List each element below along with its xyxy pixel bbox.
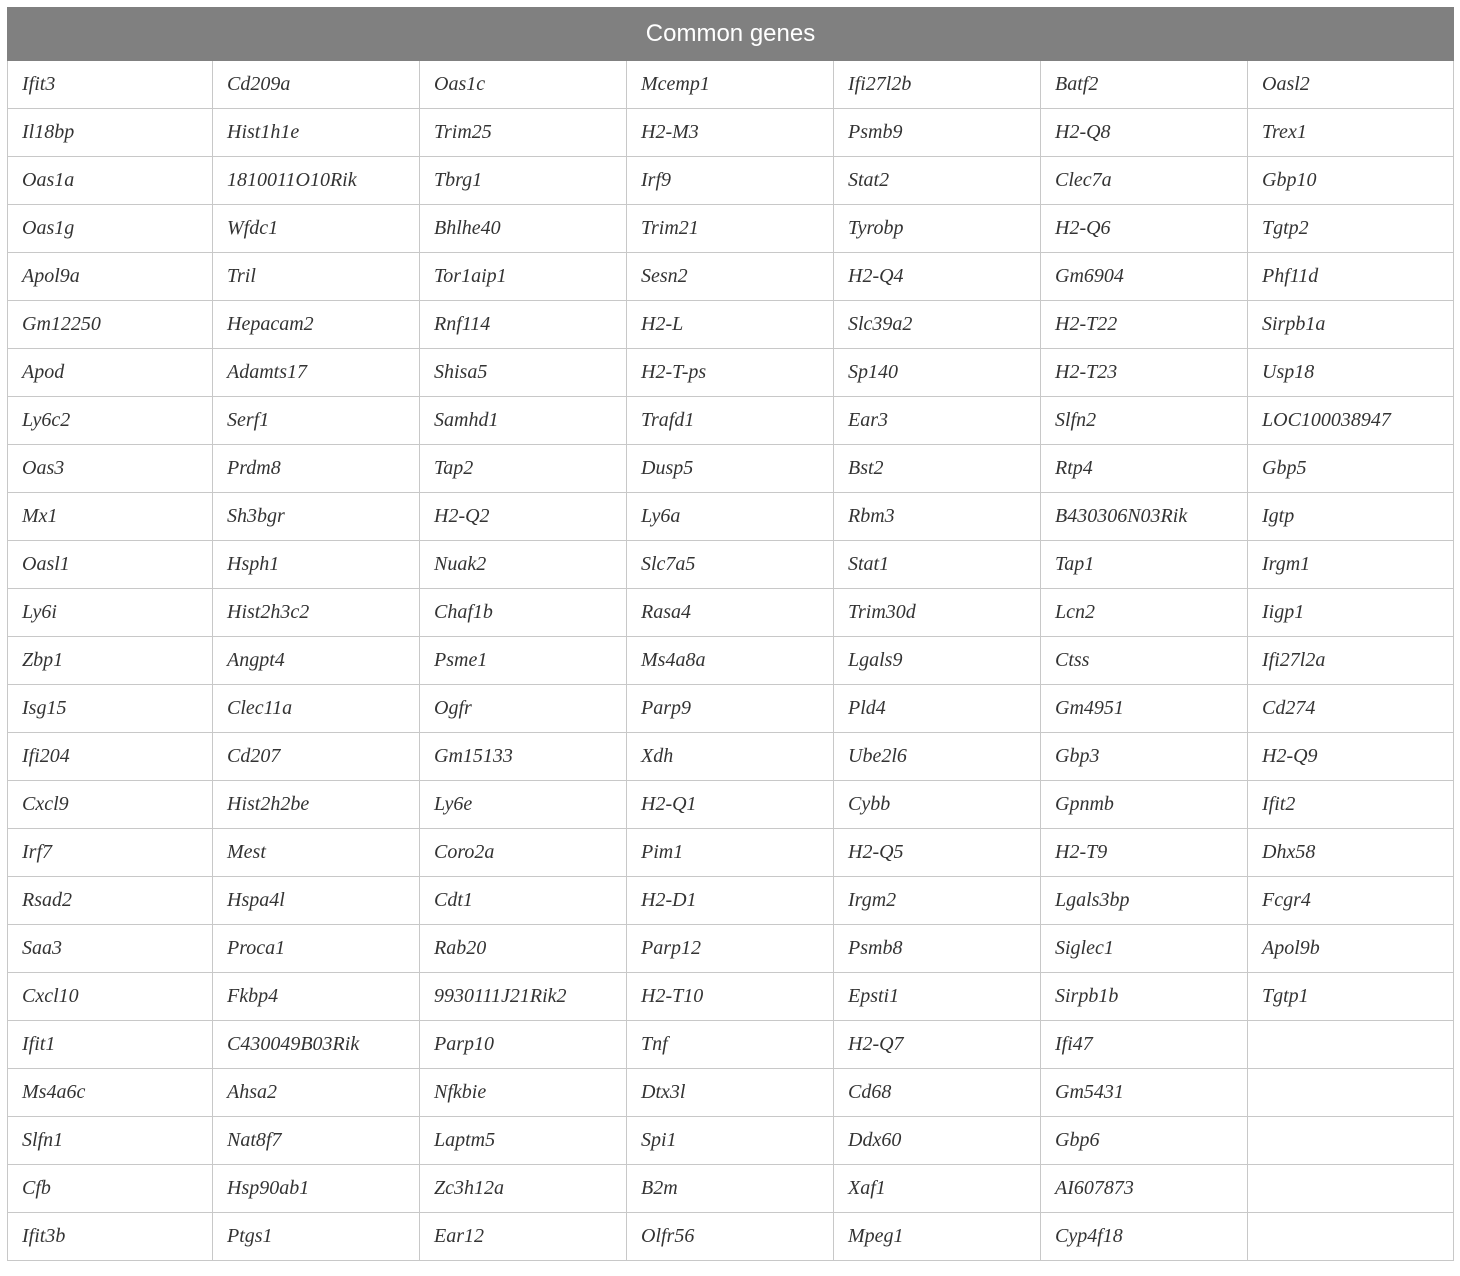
gene-cell: Epsti1 (834, 973, 1041, 1021)
gene-cell: Pim1 (627, 829, 834, 877)
gene-cell: Psmb9 (834, 109, 1041, 157)
gene-cell: Sirpb1a (1248, 301, 1454, 349)
gene-cell: Ly6c2 (8, 397, 213, 445)
gene-cell: Apol9a (8, 253, 213, 301)
gene-cell: Zbp1 (8, 637, 213, 685)
gene-cell: Ifi27l2a (1248, 637, 1454, 685)
gene-cell: Stat1 (834, 541, 1041, 589)
gene-cell: Tnf (627, 1021, 834, 1069)
gene-cell: Wfdc1 (213, 205, 420, 253)
gene-cell: Gm15133 (420, 733, 627, 781)
gene-cell: Irgm2 (834, 877, 1041, 925)
gene-cell: Rnf114 (420, 301, 627, 349)
gene-cell: Hsp90ab1 (213, 1165, 420, 1213)
table-row (8, 781, 1454, 829)
gene-cell: Psme1 (420, 637, 627, 685)
gene-cell: Xaf1 (834, 1165, 1041, 1213)
gene-cell: Dhx58 (1248, 829, 1454, 877)
table-row (8, 157, 1454, 205)
gene-cell: Tril (213, 253, 420, 301)
gene-cell: Trim21 (627, 205, 834, 253)
gene-cell: Apol9b (1248, 925, 1454, 973)
gene-cell: Hspa4l (213, 877, 420, 925)
gene-cell: H2-L (627, 301, 834, 349)
gene-cell: Mcemp1 (627, 61, 834, 109)
table-title: Common genes (8, 8, 1454, 61)
gene-cell: Ctss (1041, 637, 1248, 685)
gene-cell: Trex1 (1248, 109, 1454, 157)
gene-cell: Bst2 (834, 445, 1041, 493)
gene-cell: Usp18 (1248, 349, 1454, 397)
table-row (8, 1069, 1454, 1117)
gene-cell: Cyp4f18 (1041, 1213, 1248, 1261)
gene-cell: Tor1aip1 (420, 253, 627, 301)
gene-cell: Gm5431 (1041, 1069, 1248, 1117)
gene-cell: H2-T9 (1041, 829, 1248, 877)
gene-cell: Rbm3 (834, 493, 1041, 541)
gene-cell: Ifit1 (8, 1021, 213, 1069)
gene-cell: Mpeg1 (834, 1213, 1041, 1261)
gene-cell: Mest (213, 829, 420, 877)
gene-cell: Hsph1 (213, 541, 420, 589)
gene-cell: Laptm5 (420, 1117, 627, 1165)
gene-cell: Ly6e (420, 781, 627, 829)
gene-cell: Lgals3bp (1041, 877, 1248, 925)
gene-cell: Dtx3l (627, 1069, 834, 1117)
gene-cell: Cd209a (213, 61, 420, 109)
gene-cell: Ddx60 (834, 1117, 1041, 1165)
gene-cell: Hist2h2be (213, 781, 420, 829)
gene-cell: Angpt4 (213, 637, 420, 685)
gene-cell: Cfb (8, 1165, 213, 1213)
gene-cell: Ogfr (420, 685, 627, 733)
gene-cell: Adamts17 (213, 349, 420, 397)
table-row (8, 973, 1454, 1021)
gene-cell: Cd274 (1248, 685, 1454, 733)
table-row (8, 925, 1454, 973)
gene-cell: H2-T22 (1041, 301, 1248, 349)
gene-cell: Cd207 (213, 733, 420, 781)
gene-cell (1248, 1069, 1454, 1117)
gene-cell: Gbp5 (1248, 445, 1454, 493)
gene-cell (1248, 1165, 1454, 1213)
gene-cell: Ear3 (834, 397, 1041, 445)
gene-cell: Ly6i (8, 589, 213, 637)
gene-cell (1248, 1117, 1454, 1165)
gene-cell: Xdh (627, 733, 834, 781)
gene-cell: Rsad2 (8, 877, 213, 925)
gene-cell: Oasl1 (8, 541, 213, 589)
table-row (8, 205, 1454, 253)
gene-cell: Parp12 (627, 925, 834, 973)
gene-cell: Oasl2 (1248, 61, 1454, 109)
gene-cell: Fkbp4 (213, 973, 420, 1021)
gene-cell: Nat8f7 (213, 1117, 420, 1165)
table-row (8, 829, 1454, 877)
gene-cell: Lgals9 (834, 637, 1041, 685)
gene-cell: H2-D1 (627, 877, 834, 925)
gene-cell: Nuak2 (420, 541, 627, 589)
table-header-row (8, 8, 1454, 61)
genes-table-container (7, 7, 1453, 1261)
gene-cell: H2-Q2 (420, 493, 627, 541)
table-row (8, 1021, 1454, 1069)
gene-cell: Serf1 (213, 397, 420, 445)
gene-cell: Clec11a (213, 685, 420, 733)
gene-cell: Stat2 (834, 157, 1041, 205)
gene-cell: Hist2h3c2 (213, 589, 420, 637)
gene-cell: Cxcl10 (8, 973, 213, 1021)
gene-cell: Slc39a2 (834, 301, 1041, 349)
table-row (8, 349, 1454, 397)
gene-cell: Sesn2 (627, 253, 834, 301)
gene-cell: Gpnmb (1041, 781, 1248, 829)
gene-cell: Gbp6 (1041, 1117, 1248, 1165)
gene-cell: Tyrobp (834, 205, 1041, 253)
gene-cell: H2-T10 (627, 973, 834, 1021)
gene-cell: Oas1g (8, 205, 213, 253)
gene-cell: Lcn2 (1041, 589, 1248, 637)
gene-cell: H2-Q4 (834, 253, 1041, 301)
gene-cell: Dusp5 (627, 445, 834, 493)
gene-cell: Rab20 (420, 925, 627, 973)
gene-cell: Coro2a (420, 829, 627, 877)
gene-cell: Iigp1 (1248, 589, 1454, 637)
gene-cell: Sp140 (834, 349, 1041, 397)
gene-cell: Ifi204 (8, 733, 213, 781)
gene-cell: H2-T23 (1041, 349, 1248, 397)
gene-cell: Gm6904 (1041, 253, 1248, 301)
gene-cell: Slfn1 (8, 1117, 213, 1165)
gene-cell: Ifi27l2b (834, 61, 1041, 109)
gene-cell: Gbp3 (1041, 733, 1248, 781)
gene-cell: Oas3 (8, 445, 213, 493)
gene-cell: Pld4 (834, 685, 1041, 733)
gene-cell: H2-M3 (627, 109, 834, 157)
table-row (8, 637, 1454, 685)
gene-cell: Prdm8 (213, 445, 420, 493)
gene-cell: Cybb (834, 781, 1041, 829)
gene-cell: Parp10 (420, 1021, 627, 1069)
gene-cell: Tap2 (420, 445, 627, 493)
gene-cell: Saa3 (8, 925, 213, 973)
gene-cell: Tgtp1 (1248, 973, 1454, 1021)
gene-cell: Cd68 (834, 1069, 1041, 1117)
gene-cell: AI607873 (1041, 1165, 1248, 1213)
table-row (8, 733, 1454, 781)
table-row (8, 1213, 1454, 1261)
gene-cell: Rtp4 (1041, 445, 1248, 493)
gene-cell: H2-T-ps (627, 349, 834, 397)
table-row (8, 877, 1454, 925)
gene-cell: Psmb8 (834, 925, 1041, 973)
table-row (8, 493, 1454, 541)
gene-cell: B430306N03Rik (1041, 493, 1248, 541)
gene-cell (1248, 1213, 1454, 1261)
table-row (8, 61, 1454, 109)
gene-cell: Ms4a6c (8, 1069, 213, 1117)
gene-cell: Chaf1b (420, 589, 627, 637)
gene-cell: Parp9 (627, 685, 834, 733)
gene-cell: C430049B03Rik (213, 1021, 420, 1069)
gene-cell: Bhlhe40 (420, 205, 627, 253)
gene-cell: Sirpb1b (1041, 973, 1248, 1021)
gene-cell: Shisa5 (420, 349, 627, 397)
common-genes-table (7, 7, 1454, 1261)
gene-cell: Mx1 (8, 493, 213, 541)
gene-cell: Ifit3 (8, 61, 213, 109)
gene-cell: Irf9 (627, 157, 834, 205)
gene-cell (1248, 1021, 1454, 1069)
gene-cell: Trafd1 (627, 397, 834, 445)
table-row (8, 1165, 1454, 1213)
gene-cell: H2-Q5 (834, 829, 1041, 877)
table-row (8, 109, 1454, 157)
table-row (8, 541, 1454, 589)
table-row (8, 301, 1454, 349)
gene-cell: Irf7 (8, 829, 213, 877)
gene-cell: Ifit3b (8, 1213, 213, 1261)
gene-cell: Irgm1 (1248, 541, 1454, 589)
gene-cell: Ptgs1 (213, 1213, 420, 1261)
gene-cell: Igtp (1248, 493, 1454, 541)
table-body (8, 61, 1454, 1261)
gene-cell: Oas1a (8, 157, 213, 205)
gene-cell: Tbrg1 (420, 157, 627, 205)
gene-cell: Clec7a (1041, 157, 1248, 205)
gene-cell: H2-Q8 (1041, 109, 1248, 157)
gene-cell: Siglec1 (1041, 925, 1248, 973)
gene-cell: Tap1 (1041, 541, 1248, 589)
gene-cell: Gm12250 (8, 301, 213, 349)
gene-cell: Zc3h12a (420, 1165, 627, 1213)
table-row (8, 397, 1454, 445)
gene-cell: Spi1 (627, 1117, 834, 1165)
gene-cell: Isg15 (8, 685, 213, 733)
gene-cell: Fcgr4 (1248, 877, 1454, 925)
gene-cell: H2-Q9 (1248, 733, 1454, 781)
gene-cell: Nfkbie (420, 1069, 627, 1117)
gene-cell: LOC100038947 (1248, 397, 1454, 445)
gene-cell: Ly6a (627, 493, 834, 541)
gene-cell: Trim30d (834, 589, 1041, 637)
gene-cell: Hist1h1e (213, 109, 420, 157)
gene-cell: H2-Q6 (1041, 205, 1248, 253)
gene-cell: Slc7a5 (627, 541, 834, 589)
gene-cell: Trim25 (420, 109, 627, 157)
gene-cell: H2-Q7 (834, 1021, 1041, 1069)
table-row (8, 253, 1454, 301)
gene-cell: H2-Q1 (627, 781, 834, 829)
gene-cell: 9930111J21Rik2 (420, 973, 627, 1021)
gene-cell: Gbp10 (1248, 157, 1454, 205)
table-row (8, 589, 1454, 637)
gene-cell: Rasa4 (627, 589, 834, 637)
gene-cell: Sh3bgr (213, 493, 420, 541)
table-row (8, 445, 1454, 493)
gene-cell: Proca1 (213, 925, 420, 973)
table-row (8, 1117, 1454, 1165)
gene-cell: 1810011O10Rik (213, 157, 420, 205)
gene-cell: Phf11d (1248, 253, 1454, 301)
gene-cell: Ms4a8a (627, 637, 834, 685)
gene-cell: Hepacam2 (213, 301, 420, 349)
gene-cell: B2m (627, 1165, 834, 1213)
gene-cell: Gm4951 (1041, 685, 1248, 733)
gene-cell: Ear12 (420, 1213, 627, 1261)
gene-cell: Samhd1 (420, 397, 627, 445)
gene-cell: Cdt1 (420, 877, 627, 925)
table-row (8, 685, 1454, 733)
gene-cell: Il18bp (8, 109, 213, 157)
gene-cell: Batf2 (1041, 61, 1248, 109)
gene-cell: Ifit2 (1248, 781, 1454, 829)
gene-cell: Olfr56 (627, 1213, 834, 1261)
gene-cell: Slfn2 (1041, 397, 1248, 445)
gene-cell: Ahsa2 (213, 1069, 420, 1117)
gene-cell: Tgtp2 (1248, 205, 1454, 253)
gene-cell: Apod (8, 349, 213, 397)
gene-cell: Ifi47 (1041, 1021, 1248, 1069)
gene-cell: Ube2l6 (834, 733, 1041, 781)
gene-cell: Cxcl9 (8, 781, 213, 829)
gene-cell: Oas1c (420, 61, 627, 109)
